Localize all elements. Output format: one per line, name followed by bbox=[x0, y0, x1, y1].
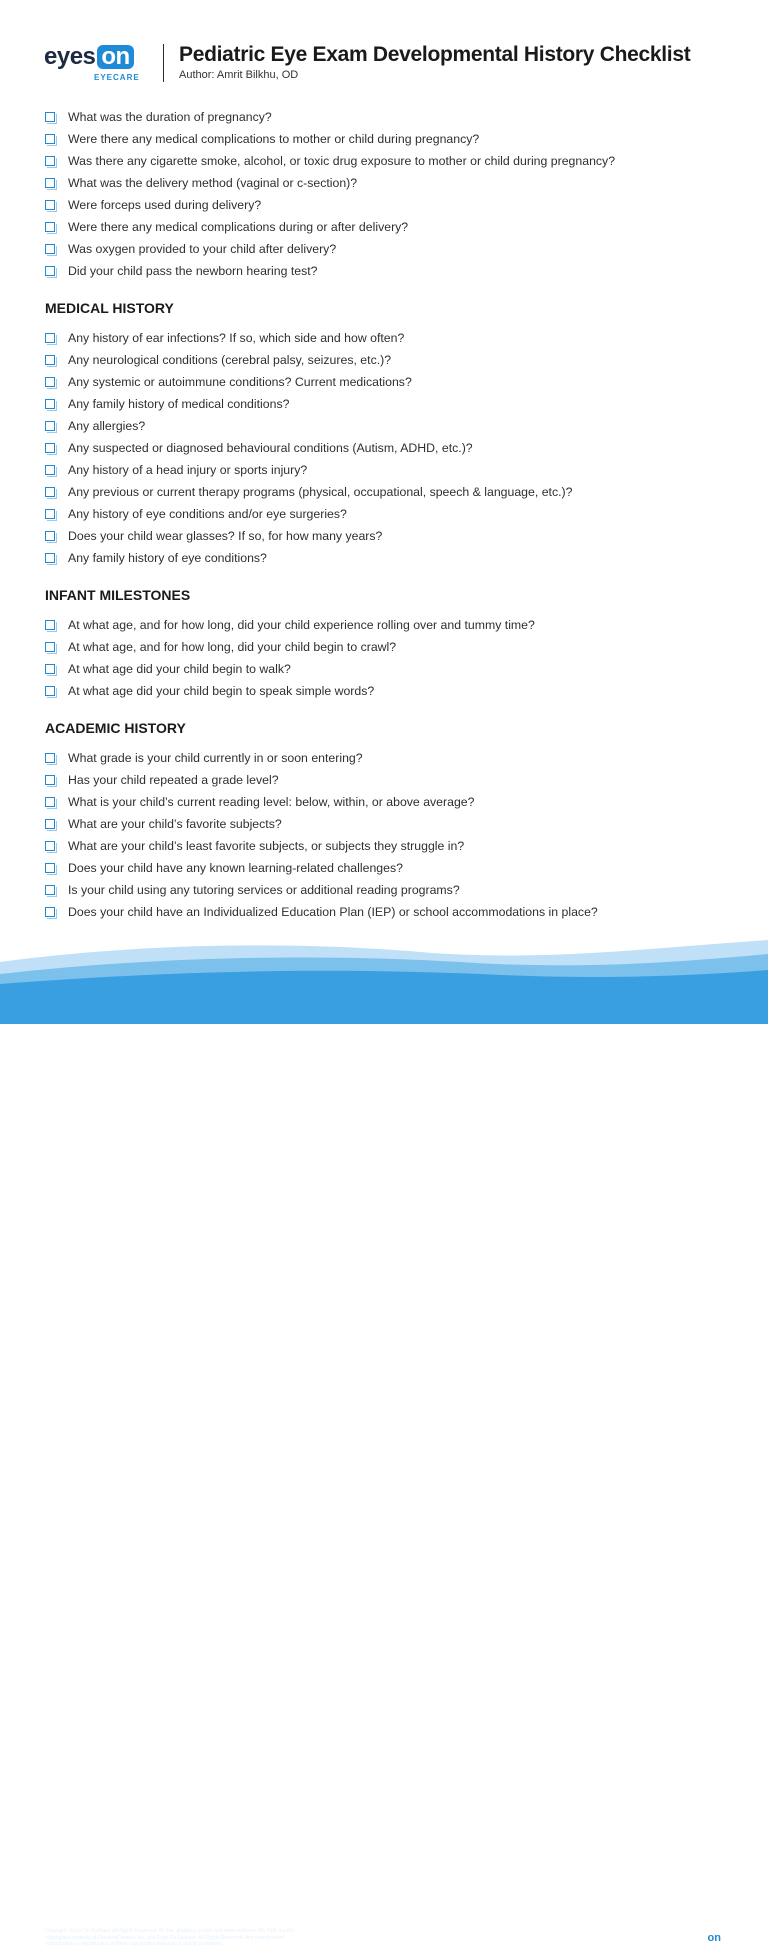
checkbox[interactable] bbox=[45, 178, 55, 188]
footer-logo-eyecare-text: EYECARE bbox=[703, 1946, 726, 1951]
checklist-item bbox=[45, 194, 745, 216]
checkbox[interactable] bbox=[45, 885, 55, 895]
checklist-item bbox=[45, 393, 745, 415]
checklist-item-text: Has your child repeated a grade level? bbox=[68, 773, 279, 787]
checklist-item-text: Any history of a head injury or sports injury? bbox=[68, 463, 308, 477]
checklist-item bbox=[45, 547, 745, 569]
checklist-item bbox=[45, 216, 745, 238]
checklist-item bbox=[45, 128, 745, 150]
checkbox[interactable] bbox=[45, 112, 55, 122]
footer bbox=[0, 940, 768, 1951]
checkbox[interactable] bbox=[45, 377, 55, 387]
checklist-item-text: Any history of ear infections? If so, which side and how often? bbox=[68, 331, 405, 345]
checkbox[interactable] bbox=[45, 355, 55, 365]
checklist-item bbox=[45, 658, 745, 680]
eyesoneyecare-link[interactable]: eyesoneyecare.com! bbox=[601, 1940, 661, 1948]
checklist-item bbox=[45, 835, 745, 857]
footer-logo-eyes-text: eyes bbox=[680, 1932, 705, 1944]
checkbox[interactable] bbox=[45, 863, 55, 873]
header-divider bbox=[163, 44, 164, 82]
checkbox[interactable] bbox=[45, 509, 55, 519]
logo-eyes-text: eyes bbox=[44, 43, 96, 70]
checklist-item-text: Any family history of eye conditions? bbox=[68, 551, 267, 565]
footer-logo[interactable] bbox=[680, 1932, 723, 1944]
checklist-item-text: Any history of eye conditions and/or eye surgeries? bbox=[68, 507, 347, 521]
eyes-on-eyecare-logo[interactable] bbox=[44, 44, 144, 84]
checklist-item-text: At what age did your child begin to walk? bbox=[68, 662, 291, 676]
checkbox[interactable] bbox=[45, 664, 55, 674]
checkbox[interactable] bbox=[45, 642, 55, 652]
checklist-item bbox=[45, 614, 745, 636]
checklist-item-text: What are your child’s favorite subjects? bbox=[68, 817, 282, 831]
checkbox[interactable] bbox=[45, 421, 55, 431]
checklist-section bbox=[45, 585, 745, 702]
checklist-section bbox=[45, 718, 745, 923]
checklist-item-text: What are your child’s least favorite subjects, or subjects they struggle in? bbox=[68, 839, 465, 853]
checklist-item-text: What grade is your child currently in or soon entering? bbox=[68, 751, 363, 765]
checklist-item-text: Any family history of medical conditions? bbox=[68, 397, 290, 411]
checklist-item bbox=[45, 238, 745, 260]
checklist-item bbox=[45, 503, 745, 525]
checkbox[interactable] bbox=[45, 907, 55, 917]
checklist-item bbox=[45, 813, 745, 835]
checklist-item-text: Were there any medical complications to mother or child during pregnancy? bbox=[68, 132, 480, 146]
checklist-item-text: Does your child have any known learning-related challenges? bbox=[68, 861, 403, 875]
checklist-item-text: At what age, and for how long, did your child begin to crawl? bbox=[68, 640, 397, 654]
checklist-item bbox=[45, 106, 745, 128]
checklist-item bbox=[45, 150, 745, 172]
checklist-item-text: At what age, and for how long, did your child experience rolling over and tummy time? bbox=[68, 618, 535, 632]
checklist-item-text: At what age did your child begin to speak simple words? bbox=[68, 684, 375, 698]
checklist-item-text: Any previous or current therapy programs (physical, occupational, speech & language, etc.)? bbox=[68, 485, 573, 499]
checklist-item bbox=[45, 327, 745, 349]
checkbox[interactable] bbox=[45, 266, 55, 276]
checkbox[interactable] bbox=[45, 200, 55, 210]
checkbox[interactable] bbox=[45, 620, 55, 630]
checklist-item bbox=[45, 481, 745, 503]
checkbox[interactable] bbox=[45, 775, 55, 785]
checklist-item-text: What is your child’s current reading level: below, within, or above average? bbox=[68, 795, 475, 809]
logo-eyecare-text: EYECARE bbox=[94, 73, 140, 82]
checklist-item bbox=[45, 371, 745, 393]
footer-logo-on-badge: on bbox=[707, 1932, 721, 1944]
checklist-item-text: Any neurological conditions (cerebral palsy, seizures, etc.)? bbox=[68, 353, 392, 367]
checklist-content bbox=[45, 106, 745, 939]
footer-wave-graphic bbox=[0, 940, 768, 1024]
checklist-item-text: Is your child using any tutoring services or additional reading programs? bbox=[68, 883, 460, 897]
checkbox[interactable] bbox=[45, 222, 55, 232]
checklist-section bbox=[45, 106, 745, 282]
checklist-item-text: What was the delivery method (vaginal or c-section)? bbox=[68, 176, 358, 190]
copyright-notice: Copyright - Eyes On Eyecare. All Rights Reserved. All text, graphics, scripts and other works on this PDF are the copyrighted property of CovalentCareers, Inc. dba Eyes On Eyecare. All Rights Reserved. Any unauthorized redistribution or reproduction of these copyrighted materials is strictly prohibited. bbox=[45, 1928, 294, 1947]
section-title: INFANT MILESTONES bbox=[45, 587, 191, 603]
checklist-item bbox=[45, 636, 745, 658]
checklist-item bbox=[45, 437, 745, 459]
page-title: Pediatric Eye Exam Developmental History Checklist bbox=[179, 43, 691, 66]
checkbox[interactable] bbox=[45, 465, 55, 475]
checkbox[interactable] bbox=[45, 156, 55, 166]
checklist-item-text: Did your child pass the newborn hearing test? bbox=[68, 264, 318, 278]
checklist-item bbox=[45, 901, 745, 923]
checkbox[interactable] bbox=[45, 487, 55, 497]
checklist-item bbox=[45, 415, 745, 437]
checklist-item-text: Any suspected or diagnosed behavioural conditions (Autism, ADHD, etc.)? bbox=[68, 441, 473, 455]
checkbox[interactable] bbox=[45, 841, 55, 851]
checklist-item bbox=[45, 680, 745, 702]
checklist-item bbox=[45, 879, 745, 901]
checkbox[interactable] bbox=[45, 134, 55, 144]
checklist-item-text: Was there any cigarette smoke, alcohol, or toxic drug exposure to mother or child during pregnancy? bbox=[68, 154, 616, 168]
checklist-item bbox=[45, 791, 745, 813]
checklist-item bbox=[45, 459, 745, 481]
section-title: ACADEMIC HISTORY bbox=[45, 720, 186, 736]
checklist-item-text: Were there any medical complications during or after delivery? bbox=[68, 220, 409, 234]
checklist-item bbox=[45, 857, 745, 879]
checklist-item-text: Was oxygen provided to your child after delivery? bbox=[68, 242, 337, 256]
promo-line-1: Download dozens of free cheat sheets bbox=[550, 1932, 661, 1939]
download-promo bbox=[550, 1932, 661, 1949]
checklist-item bbox=[45, 747, 745, 769]
checklist-item bbox=[45, 260, 745, 282]
section-title: MEDICAL HISTORY bbox=[45, 300, 174, 316]
checkbox[interactable] bbox=[45, 531, 55, 541]
checkbox[interactable] bbox=[45, 686, 55, 696]
checkbox[interactable] bbox=[45, 244, 55, 254]
checklist-item-text: Does your child have an Individualized Education Plan (IEP) or school accommodations in place? bbox=[68, 905, 598, 919]
checkbox[interactable] bbox=[45, 399, 55, 409]
checkbox[interactable] bbox=[45, 753, 55, 763]
checklist-item bbox=[45, 349, 745, 371]
author-line: Author: Amrit Bilkhu, OD bbox=[179, 69, 299, 81]
checkbox[interactable] bbox=[45, 443, 55, 453]
checklist-item-text: Does your child wear glasses? If so, for how many years? bbox=[68, 529, 383, 543]
checklist-item bbox=[45, 769, 745, 791]
checkbox[interactable] bbox=[45, 553, 55, 563]
checkbox[interactable] bbox=[45, 333, 55, 343]
checklist-item bbox=[45, 172, 745, 194]
checkbox[interactable] bbox=[45, 819, 55, 829]
checklist-item-text: Any systemic or autoimmune conditions? Current medications? bbox=[68, 375, 412, 389]
checklist-item-text: Any allergies? bbox=[68, 419, 146, 433]
logo-on-badge: on bbox=[97, 45, 133, 69]
checkbox[interactable] bbox=[45, 797, 55, 807]
footer-divider bbox=[672, 1934, 673, 1948]
checklist-item-text: What was the duration of pregnancy? bbox=[68, 110, 272, 124]
checklist-section bbox=[45, 298, 745, 569]
header bbox=[44, 40, 734, 86]
promo-line-2-prefix: just like this at bbox=[558, 1940, 602, 1948]
checklist-item-text: Were forceps used during delivery? bbox=[68, 198, 262, 212]
checklist-item bbox=[45, 525, 745, 547]
